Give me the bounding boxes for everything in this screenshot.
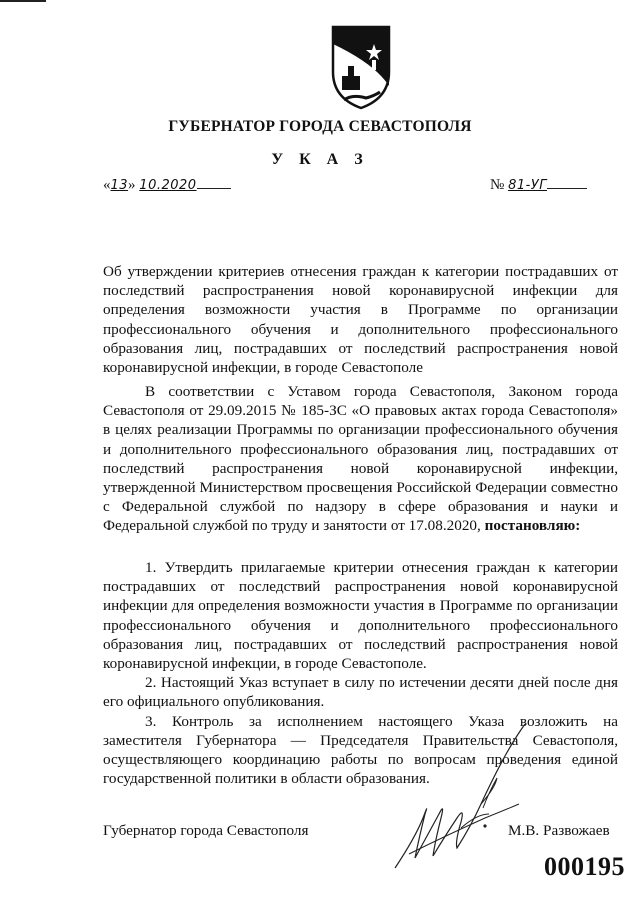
coat-of-arms-emblem: [330, 24, 392, 110]
number-blank-line: [547, 188, 587, 189]
decree-item-1: 1. Утвердить прилагаемые критерии отнесения граждан к категории пострадавших от последствий распространения новой коронавирусной инфекции для определения возможности участия в Программе по организации профессионального обучения и дополнительного профессионального образования лиц, пострадавших от последствий распространения новой коронавирусной инфекции, в городе Севастополе.: [103, 559, 618, 673]
date-day: 13: [110, 178, 129, 193]
signer-name: М.В. Развожаев: [508, 822, 610, 839]
decree-subject: Об утверждении критериев отнесения граждан к категории пострадавших от последствий распространения новой коронавирусной инфекции для определения возможности участия в Программе по организации профессионального обучения и дополнительного профессионального образования лиц, пострадавших от последствий распространения новой коронавирусной инфекции, в городе Севастополе: [103, 263, 618, 377]
date-close-quote: »: [128, 177, 136, 193]
preamble-text: В соответствии с Уставом города Севастополя, Законом города Севастополя от 29.09.2015 № 185-ЗС «О правовых актах города Севастополя» в целях реализации Программы по организации профессионального обучения и дополнительного профессионального образования лиц, пострадавших от последствий распространения новой коронавирусной инфекции, утвержденной Министерством просвещения Российской Федерации совместно с Федеральной службой по надзору в сфере образования и науки и Федеральной службой по труду и занятости от 17.08.2020,: [103, 383, 618, 535]
decree-number: [490, 177, 587, 194]
decree-item-2: 2. Настоящий Указ вступает в силу по истечении десяти дней после дня его официального опубликования.: [103, 674, 618, 711]
signer-title: Губернатор города Севастополя: [103, 822, 309, 839]
date-blank-line: [197, 188, 231, 189]
decree-item-3: 3. Контроль за исполнением настоящего Указа возложить на заместителя Губернатора — Председателя Правительства Севастополя, осуществляющего координацию работы по вопросам проведения единой государственной политики в области образования.: [103, 712, 618, 788]
preamble-paragraph: [103, 382, 618, 536]
frame-corner-line: [0, 0, 46, 6]
date-open-quote: «: [103, 177, 111, 193]
handwritten-signature: [385, 718, 545, 878]
date-month-year: 10.2020: [139, 178, 197, 193]
number-sign: №: [490, 177, 505, 193]
number-value: 81-УГ: [508, 178, 547, 193]
document-type: У К А З: [271, 151, 369, 168]
decree-date: [103, 177, 231, 194]
document-serial-number: 000195: [544, 852, 625, 881]
issuer-title: ГУБЕРНАТОР ГОРОДА СЕВАСТОПОЛЯ: [168, 118, 472, 135]
preamble-keyword: постановляю:: [484, 517, 581, 535]
